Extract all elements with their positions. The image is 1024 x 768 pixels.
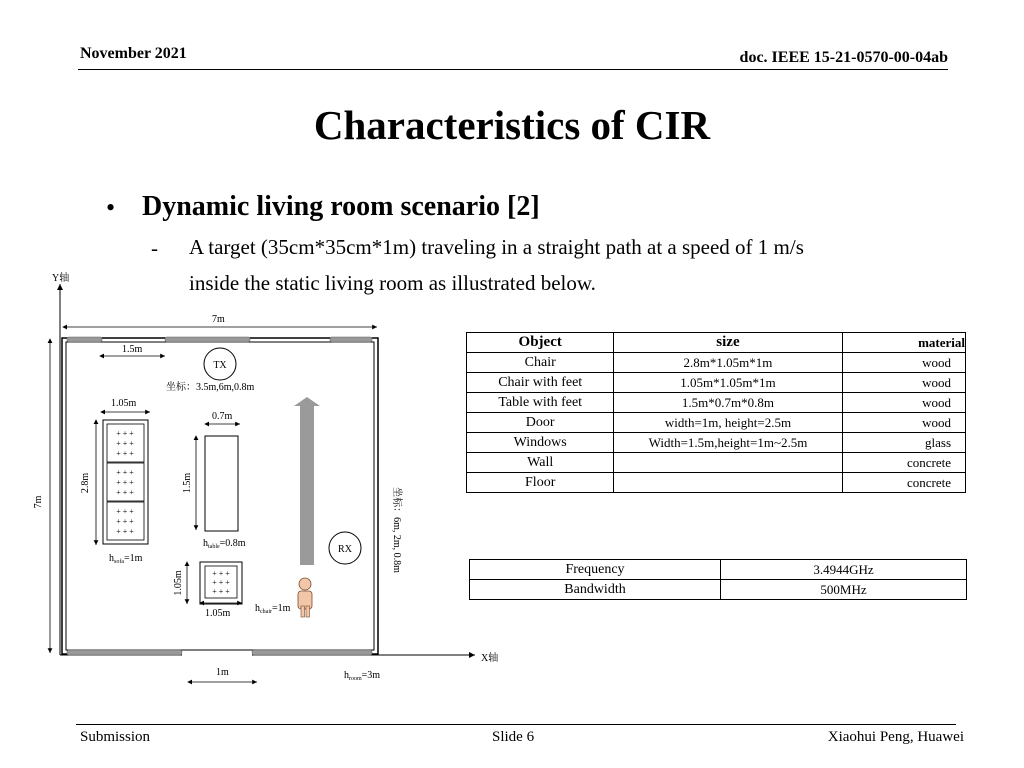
size-cell: 2.8m*1.05m*1m [614, 353, 842, 373]
rx-coordinate: 坐标：6m, 2m, 0.8m [391, 487, 402, 573]
header-date: November 2021 [80, 45, 187, 62]
svg-text:+ + +: + + + [212, 569, 230, 578]
footer-slide-number: Slide 6 [492, 729, 535, 745]
footer-submission: Submission [80, 729, 151, 745]
y-axis-label: Y轴 [52, 273, 70, 284]
object-table [466, 332, 966, 493]
frequency-key: Frequency [470, 560, 721, 580]
door-width-label: 1m [216, 667, 229, 678]
table-length-label: 1.5m [182, 472, 193, 494]
window-2 [165, 337, 250, 342]
sub-bullet-dash: - [151, 236, 158, 260]
sofa [103, 420, 148, 544]
svg-text:+ + +: + + + [212, 578, 230, 587]
footer-author: Xiaohui Peng, Huawei [827, 729, 964, 745]
size-cell [614, 453, 842, 473]
material-cell: wood [842, 353, 965, 373]
material-cell: wood [842, 373, 965, 393]
object-cell: Chair with feet [467, 373, 614, 393]
size-cell: 1.5m*0.7m*0.8m [614, 393, 842, 413]
table-row [467, 473, 966, 493]
x-axis-label: X轴 [481, 653, 499, 664]
slide-title: Characteristics of CIR [313, 102, 711, 148]
table-row [467, 353, 966, 373]
svg-text:+ + +: + + + [116, 527, 134, 536]
svg-text:+ + +: + + + [116, 478, 134, 487]
svg-text:+ + +: + + + [116, 449, 134, 458]
material-cell: concrete [842, 473, 965, 493]
material-header: material [842, 333, 965, 353]
target-path-arrow [294, 397, 320, 565]
svg-text:+ + +: + + + [116, 517, 134, 526]
target-person-icon [298, 578, 312, 617]
room-width-label: 7m [212, 314, 225, 325]
svg-text:+ + +: + + + [212, 587, 230, 596]
table-row [467, 413, 966, 433]
object-cell: Table with feet [467, 393, 614, 413]
svg-text:+ + +: + + + [116, 429, 134, 438]
sofa-height-label: $h_{sofa}=1m$ [109, 553, 143, 565]
table-row [467, 433, 966, 453]
tx-coordinate: 坐标：3.5m,6m,0.8m [166, 382, 255, 393]
room-height-h-label: $h_{room}=3m$ [344, 670, 381, 682]
table [205, 436, 238, 531]
size-cell [614, 473, 842, 493]
chair-height-dim-label: 1.05m [173, 570, 184, 596]
window-width-label: 1.5m [122, 344, 143, 355]
bullet-dot: • [106, 193, 116, 222]
tx-label: TX [213, 360, 227, 371]
material-cell: concrete [842, 453, 965, 473]
bullet-heading: Dynamic living room scenario [2] [142, 191, 540, 222]
bandwidth-key: Bandwidth [470, 580, 721, 600]
object-cell: Windows [467, 433, 614, 453]
frequency-value: 3.4944GHz [721, 560, 967, 580]
header-doc-id: doc. IEEE 15-21-0570-00-04ab [739, 49, 948, 66]
table-width-label: 0.7m [212, 411, 233, 422]
sub-bullet-line-1: A target (35cm*35cm*1m) traveling in a straight path at a speed of 1 m/s [189, 235, 804, 259]
table-height-label: $h_{table}=0.8m$ [203, 538, 246, 550]
chair [200, 562, 242, 604]
object-header: Object [467, 333, 614, 353]
table-row [467, 453, 966, 473]
size-cell: 1.05m*1.05m*1m [614, 373, 842, 393]
window-1 [67, 337, 102, 342]
window-4 [67, 650, 182, 655]
material-cell: wood [842, 393, 965, 413]
header-rule [78, 69, 948, 70]
chair-height-label: $h_{chair}=1m$ [255, 603, 291, 615]
footer-rule [76, 724, 956, 725]
material-cell: wood [842, 413, 965, 433]
table-row [470, 560, 967, 580]
sub-bullet-line-2: inside the static living room as illustrated below. [189, 271, 596, 295]
size-cell: Width=1.5m,height=1m~2.5m [614, 433, 842, 453]
room-height-label: 7m [33, 495, 44, 509]
material-cell: glass [842, 433, 965, 453]
sofa-length-label: 2.8m [80, 472, 91, 494]
rx-label: RX [338, 544, 352, 555]
bandwidth-value: 500MHz [721, 580, 967, 600]
table-row [467, 393, 966, 413]
svg-text:+ + +: + + + [116, 488, 134, 497]
svg-text:+ + +: + + + [116, 507, 134, 516]
frequency-table [469, 559, 967, 600]
object-cell: Chair [467, 353, 614, 373]
chair-width-dim-label: 1.05m [205, 608, 231, 619]
table-row [470, 580, 967, 600]
window-3 [330, 337, 372, 342]
window-5 [252, 650, 372, 655]
size-header: size [614, 333, 842, 353]
svg-text:+ + +: + + + [116, 439, 134, 448]
object-cell: Floor [467, 473, 614, 493]
object-cell: Wall [467, 453, 614, 473]
svg-text:+ + +: + + + [116, 468, 134, 477]
object-cell: Door [467, 413, 614, 433]
room-diagram [0, 260, 499, 700]
sofa-width-label: 1.05m [111, 398, 137, 409]
object-table-header-row [467, 333, 966, 353]
size-cell: width=1m, height=2.5m [614, 413, 842, 433]
table-row [467, 373, 966, 393]
